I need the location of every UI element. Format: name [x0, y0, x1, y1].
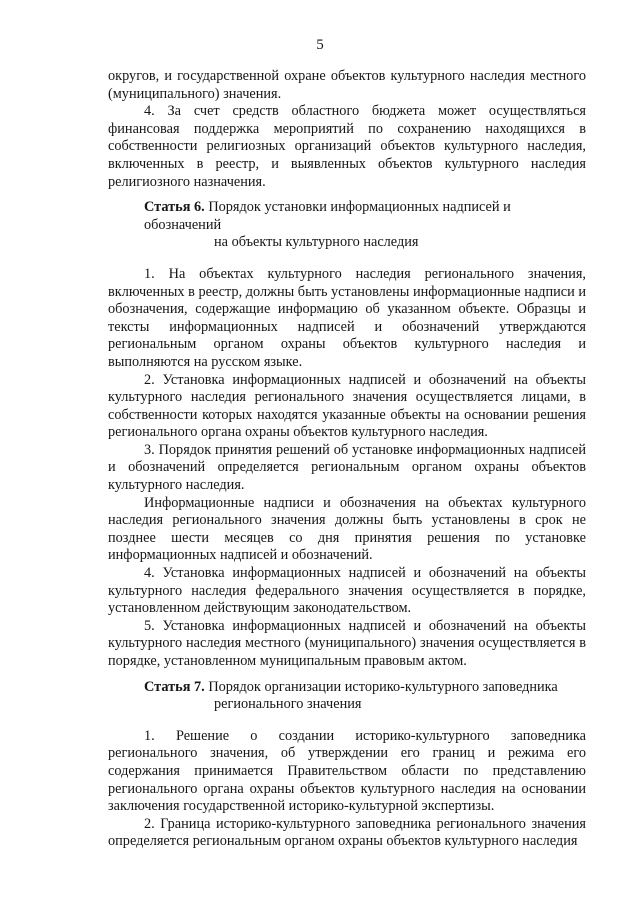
document-body [108, 68, 586, 851]
article-6-heading [108, 199, 586, 252]
article-6-title-line2: на объекты культурного наследия [214, 234, 419, 251]
article-7-paragraph-1: 1. Решение о создании историко-культурного заповедника регионального значения, об утверждении его границ и режима его содержания принимается Правительством области по представлению регионального органа охраны объектов культурного наследия на основании заключения государственной историко-культурной экспертизы. [108, 727, 586, 815]
article-6-paragraph-4: 4. Установка информационных надписей и обозначений на объекты культурного наследия федерального значения осуществляется в порядке, установленном действующим законодательством. [108, 565, 586, 617]
article-7-number: Статья 7. [144, 678, 205, 695]
article-6-paragraph-5: 5. Установка информационных надписей и обозначений на объекты культурного наследия местного (муниципального) значения осуществляется в порядке, установленном муниципальным правовым актом. [108, 617, 586, 669]
article-6-paragraph-1: 1. На объектах культурного наследия регионального значения, включенных в реестр, должны быть установлены информационные надписи и обозначения, содержащие информацию об указанном объекте. Образцы и тексты информационных надписей и обозначений утверждаются региональным органом охраны объектов культурного наследия и выполняются на русском языке. [108, 265, 586, 370]
article-6-paragraph-2: 2. Установка информационных надписей и обозначений на объекты культурного наследия регионального значения осуществляется лицами, в собственности которых находятся указанные объекты на основании решения регионального органа охраны объектов культурного наследия. [108, 371, 586, 441]
page-number: 5 [316, 37, 324, 53]
article-7-heading [108, 679, 586, 714]
article-7-title-line1: Порядок организации историко-культурного заповедника [208, 678, 558, 695]
article-6-number: Статья 6. [144, 199, 205, 216]
paragraph-continuation: округов, и государственной охране объектов культурного наследия местного (муниципального) значения. [108, 68, 586, 102]
paragraph-4: 4. За счет средств областного бюджета может осуществляться финансовая поддержка мероприятий по сохранению находящихся в собственности религиозных организаций объектов культурного наследия, включенных в реестр, и выявленных объектов культурного наследия религиозного назначения. [108, 103, 586, 190]
article-6-title-line1: Порядок установки информационных надписей и обозначений [144, 199, 511, 233]
article-7-title-line2: регионального значения [214, 696, 362, 713]
article-6-paragraph-3-note: Информационные надписи и обозначения на объектах культурного наследия регионального значения должны быть установлены в срок не позднее шести месяцев со дня принятия решения по установке информационных надписей и обозначений. [108, 494, 586, 564]
article-7-paragraph-2: 2. Граница историко-культурного заповедника регионального значения определяется региональным органом охраны объектов культурного наследия [108, 815, 586, 850]
article-6-paragraph-3: 3. Порядок принятия решений об установке информационных надписей и обозначений определяется региональным органом охраны объектов культурного наследия. [108, 441, 586, 494]
